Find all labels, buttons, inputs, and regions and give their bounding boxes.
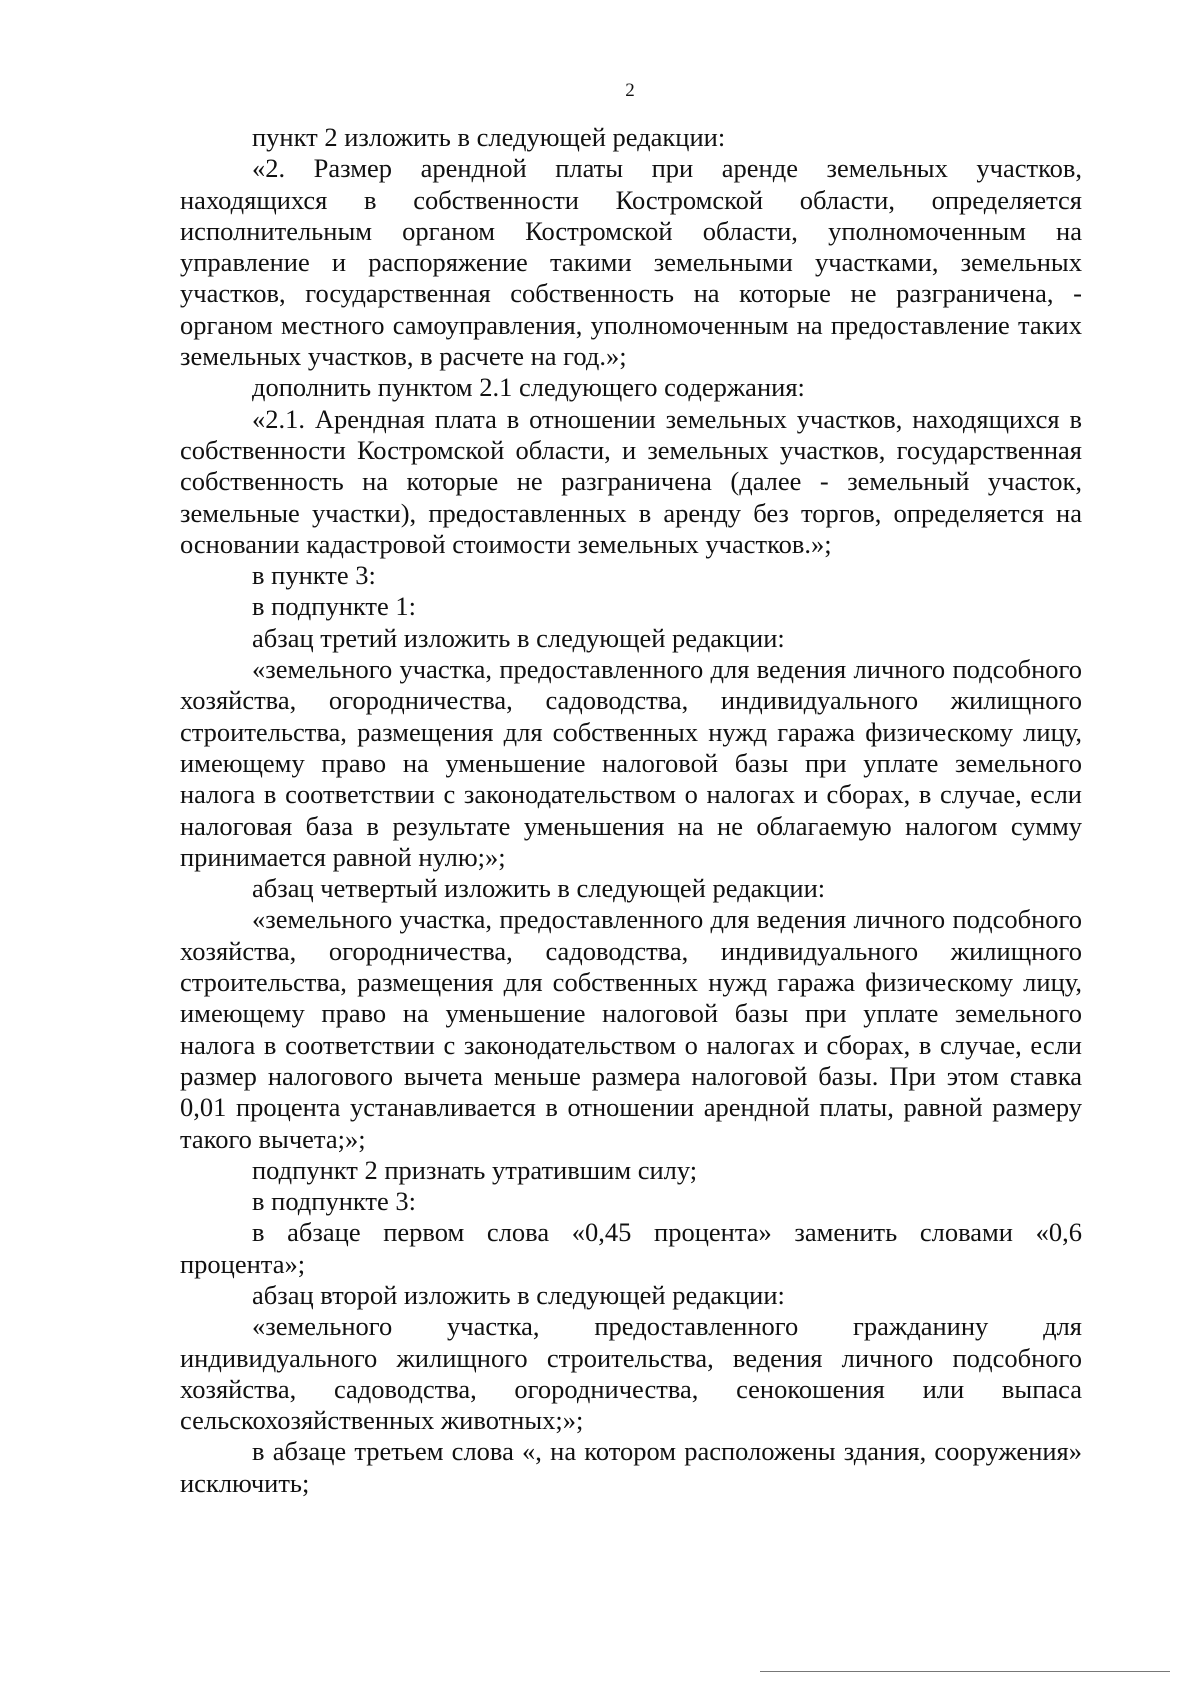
document-body	[180, 122, 1082, 1499]
paragraph: «земельного участка, предоставленного для ведения личного подсобного хозяйства, огородничества, садоводства, индивидуального жилищного строительства, размещения для собственных нужд гаража физическому лицу, имеющему право на уменьшение налоговой базы при уплате земельного налога в соответствии с законодательством о налогах и сборах, в случае, если размер налогового вычета меньше размера налоговой базы. При этом ставка 0,01 процента устанавливается в отношении арендной платы, равной размеру такого вычета;»;	[180, 904, 1082, 1154]
paragraph: дополнить пунктом 2.1 следующего содержания:	[252, 372, 805, 403]
paragraph: «2.1. Арендная плата в отношении земельных участков, находящихся в собственности Костромской области, и земельных участков, государственная собственность на которые не разграничена (далее - земельный участок, земельные участки), предоставленных в аренду без торгов, определяется на основании кадастровой стоимости земельных участков.»;	[180, 403, 1082, 559]
paragraph: пункт 2 изложить в следующей редакции:	[252, 122, 726, 152]
paragraph: абзац второй изложить в следующей редакции:	[252, 1279, 785, 1310]
paragraph: подпункт 2 признать утратившим силу;	[252, 1154, 698, 1185]
paragraph: в подпункте 1:	[252, 591, 417, 622]
paragraph: «земельного участка, предоставленного для ведения личного подсобного хозяйства, огородничества, садоводства, индивидуального жилищного строительства, размещения для собственных нужд гаража физическому лицу, имеющему право на уменьшение налоговой базы при уплате земельного налога в соответствии с законодательством о налогах и сборах, в случае, если налоговая база в результате уменьшения на не облагаемую налогом сумму принимается равной нулю;»;	[180, 654, 1082, 872]
page-number: 2	[625, 80, 635, 101]
paragraph: в подпункте 3:	[252, 1186, 417, 1217]
paragraph: абзац третий изложить в следующей редакции:	[252, 622, 785, 653]
paragraph: в абзаце первом слова «0,45 процента» заменить словами «0,6 процента»;	[180, 1217, 1082, 1279]
paragraph: абзац четвертый изложить в следующей редакции:	[252, 873, 826, 904]
bottom-divider	[760, 1671, 1170, 1672]
paragraph: «2. Размер арендной платы при аренде земельных участков, находящихся в собственности Костромской области, определяется исполнительным органом Костромской области, уполномоченным на управление и распоряжение такими земельными участками, земельных участков, государственная собственность на которые не разграничена, - органом местного самоуправления, уполномоченным на предоставление таких земельных участков, в расчете на год.»;	[180, 153, 1082, 372]
paragraph: в абзаце третьем слова «, на котором расположены здания, сооружения» исключить;	[180, 1436, 1082, 1498]
paragraph: «земельного участка, предоставленного гражданину для индивидуального жилищного строительства, ведения личного подсобного хозяйства, садоводства, огородничества, сенокошения или выпаса сельскохозяйственных животных;»;	[180, 1311, 1082, 1436]
paragraph: в пункте 3:	[252, 560, 376, 591]
